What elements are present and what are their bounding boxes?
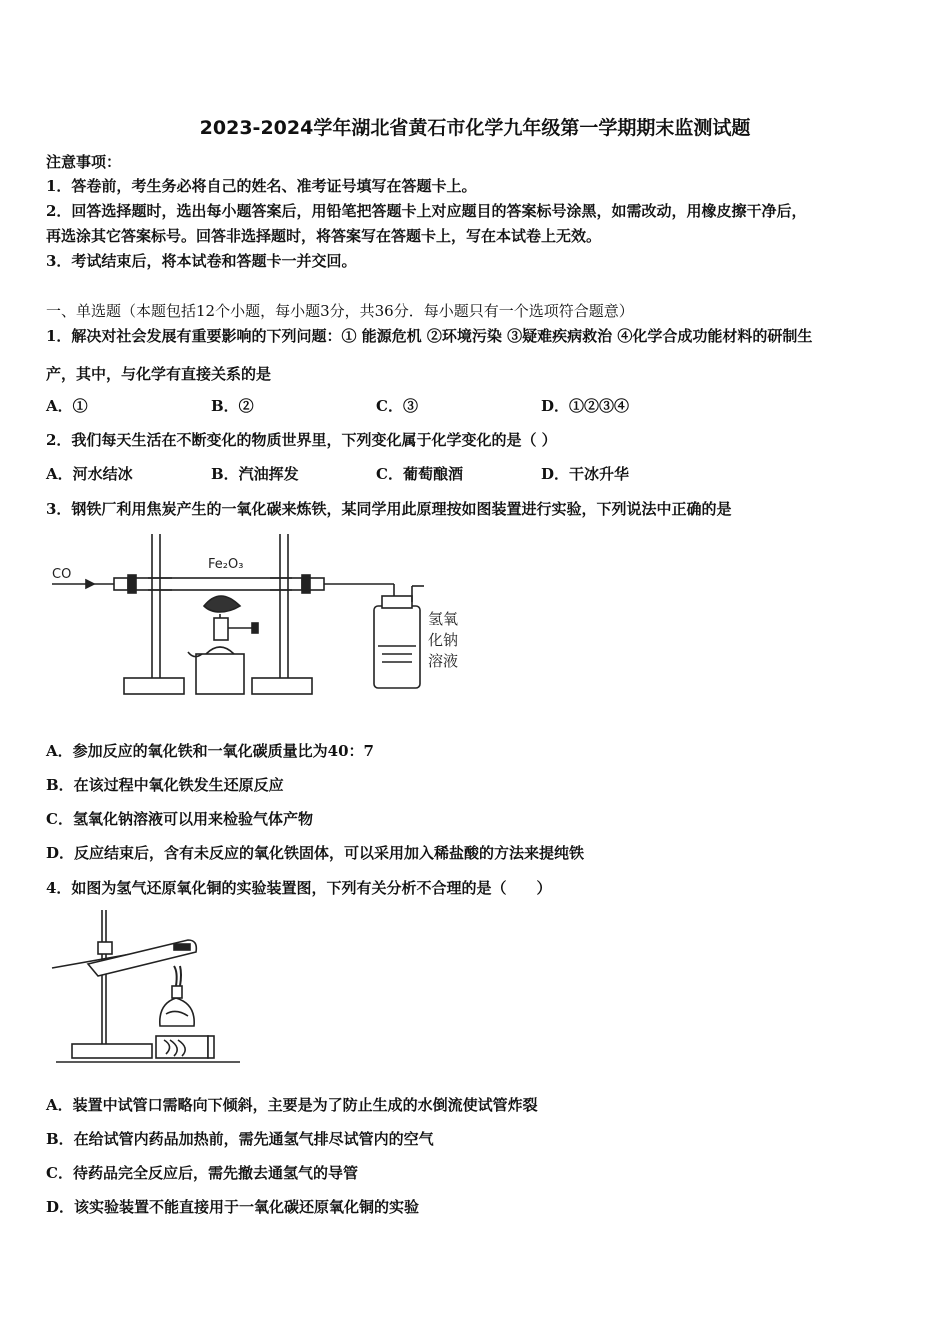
q2-option-d: D．干冰升华	[541, 465, 630, 483]
q4-stem: 4．如图为氢气还原氧化铜的实验装置图，下列有关分析不合理的是（ ）	[46, 879, 552, 897]
q4-option-c: C．待药品完全反应后，需先撤去通氢气的导管	[46, 1164, 358, 1182]
q1-option-a: A．①	[46, 397, 88, 415]
fe2o3-label: Fe₂O₃	[208, 557, 244, 572]
q4-option-b: B．在给试管内药品加热前，需先通氢气排尽试管内的空气	[46, 1130, 434, 1148]
q1-option-c: C．③	[376, 397, 418, 415]
q4-apparatus-figure	[48, 906, 248, 1066]
notice-item: 3．考试结束后，将本试卷和答题卡一并交回。	[46, 252, 357, 270]
co-label: CO	[52, 567, 72, 582]
q3-option-b: B．在该过程中氧化铁发生还原反应	[46, 776, 284, 794]
notice-item: 2．回答选择题时，选出每小题答案后，用铅笔把答题卡上对应题目的答案标号涂黑，如需改动，用橡皮擦干净后，	[46, 202, 807, 220]
page-title: 2023-2024学年湖北省黄石市化学九年级第一学期期末监测试题	[199, 117, 751, 139]
notice-item: 再选涂其它答案标号。回答非选择题时，将答案写在答题卡上，写在本试卷上无效。	[46, 227, 602, 245]
q1-stem: 1．解决对社会发展有重要影响的下列问题：① 能源危机 ②环境污染 ③疑难疾病救治 ④化学合成功能材料的研制生	[46, 327, 813, 345]
q3-option-d: D．反应结束后，含有未反应的氧化铁固体，可以采用加入稀盐酸的方法来提纯铁	[46, 844, 585, 862]
q2-option-c: C．葡萄酿酒	[376, 465, 463, 483]
q2-option-a: A．河水结冰	[46, 465, 133, 483]
q3-option-c: C．氢氧化钠溶液可以用来检验气体产物	[46, 810, 313, 828]
notice-item: 1．答卷前，考生务必将自己的姓名、准考证号填写在答题卡上。	[46, 177, 477, 195]
solution-label: 溶液	[428, 652, 459, 670]
solution-label: 氢氧	[428, 610, 459, 628]
q4-option-a: A．装置中试管口需略向下倾斜，主要是为了防止生成的水倒流使试管炸裂	[46, 1096, 538, 1114]
q4-option-d: D．该实验装置不能直接用于一氧化碳还原氧化铜的实验	[46, 1198, 420, 1216]
q3-apparatus-figure	[44, 528, 474, 700]
q2-option-b: B．汽油挥发	[211, 465, 299, 483]
q1-stem-cont: 产，其中，与化学有直接关系的是	[46, 365, 272, 383]
notice-heading: 注意事项：	[46, 153, 122, 171]
section-heading: 一、单选题（本题包括12个小题，每小题3分，共36分．每小题只有一个选项符合题意）	[46, 302, 634, 320]
q2-stem: 2．我们每天生活在不断变化的物质世界里，下列变化属于化学变化的是（ ）	[46, 431, 557, 449]
q1-option-d: D．①②③④	[541, 397, 630, 415]
q3-stem: 3．钢铁厂利用焦炭产生的一氧化碳来炼铁，某同学用此原理按如图装置进行实验，下列说法中正确的是	[46, 500, 732, 518]
solution-label: 化钠	[428, 631, 459, 649]
q1-option-b: B．②	[211, 397, 254, 415]
q3-option-a: A．参加反应的氧化铁和一氧化碳质量比为40：7	[46, 742, 374, 760]
